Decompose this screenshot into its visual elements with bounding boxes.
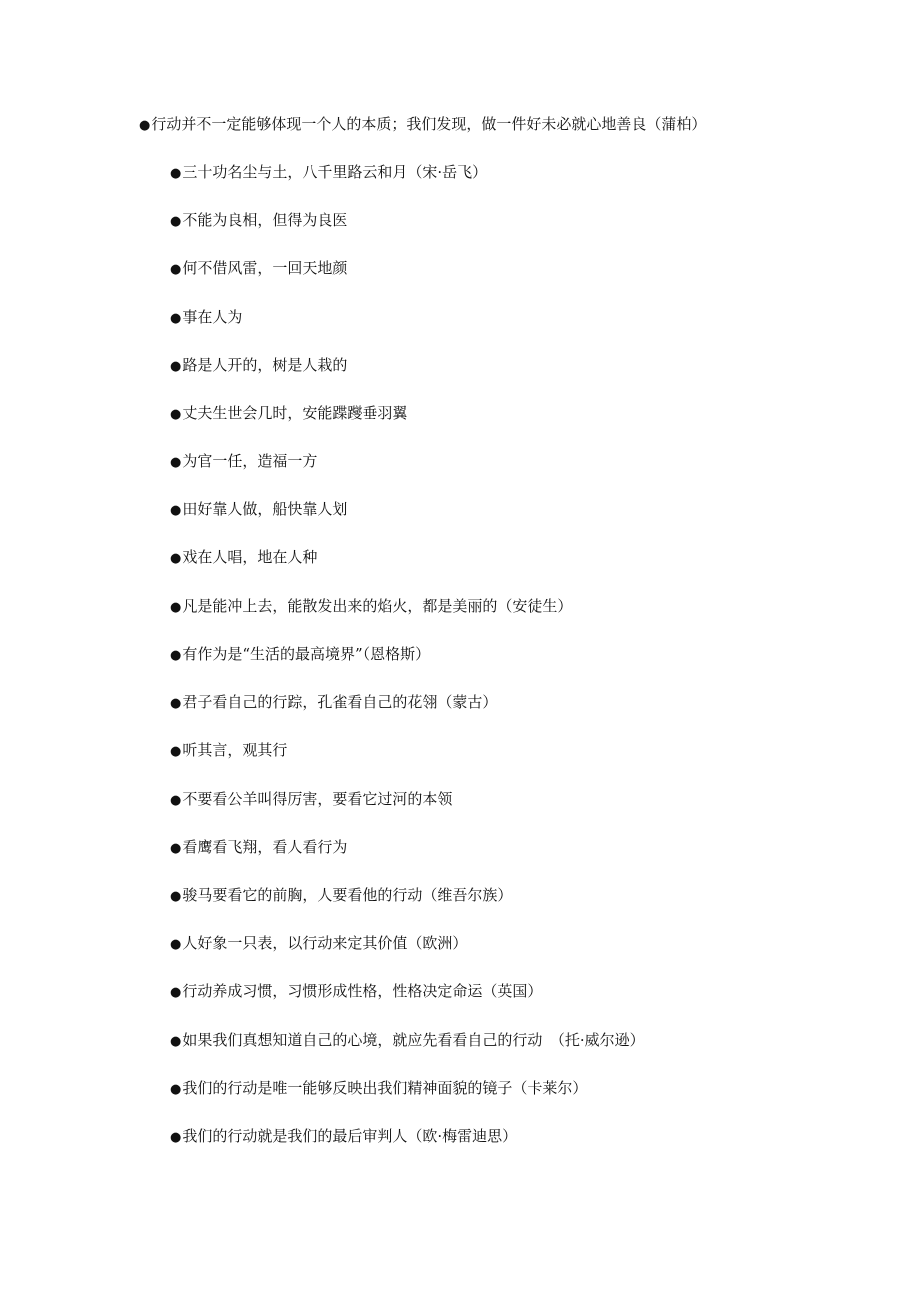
list-item: [170, 258, 347, 280]
list-item: [170, 740, 287, 762]
bullet-icon: ●: [170, 889, 182, 904]
bullet-icon: ●: [170, 744, 182, 759]
list-item: [170, 692, 497, 714]
list-item: [170, 451, 317, 473]
bullet-icon: ●: [170, 455, 182, 470]
quote-text: 凡是能冲上去，能散发出来的焰火，都是美丽的（安徒生）: [182, 597, 573, 615]
quote-text: 路是人开的，树是人栽的: [182, 356, 348, 374]
bullet-icon: ●: [170, 166, 182, 181]
list-item: [170, 547, 317, 569]
bullet-icon: ●: [170, 985, 182, 1000]
bullet-icon: ●: [170, 841, 182, 856]
list-item: [170, 933, 467, 955]
list-item: [170, 499, 347, 521]
bullet-icon: ●: [170, 311, 182, 326]
list-item: [170, 307, 242, 329]
bullet-icon: ●: [170, 937, 182, 952]
bullet-icon: ●: [170, 1082, 182, 1097]
list-item: [170, 789, 452, 811]
quote-text: 看鹰看飞翔，看人看行为: [182, 838, 348, 856]
quote-text: 何不借风雷，一回天地颜: [182, 259, 348, 277]
bullet-icon: ●: [170, 600, 182, 615]
bullet-icon: ●: [170, 793, 182, 808]
bullet-icon: ●: [170, 407, 182, 422]
bullet-icon: ●: [170, 696, 182, 711]
list-item: [170, 885, 512, 907]
quote-text: 行动养成习惯，习惯形成性格，性格决定命运（英国）: [182, 982, 543, 1000]
bullet-icon: ●: [170, 1130, 182, 1145]
list-item: [139, 114, 706, 136]
quote-text: 为官一任，造福一方: [182, 452, 318, 470]
quote-text: 不要看公羊叫得厉害，要看它过河的本领: [182, 790, 453, 808]
quote-text: 丈夫生世会几时，安能蹀躞垂羽翼: [182, 404, 408, 422]
quote-text: 戏在人唱，地在人种: [182, 548, 318, 566]
bullet-icon: ●: [170, 648, 182, 663]
quote-text: 有作为是“生活的最高境界”（恩格斯）: [182, 645, 431, 663]
list-item: [170, 403, 407, 425]
quote-text: 三十功名尘与土，八千里路云和月（宋·岳飞）: [182, 163, 488, 181]
bullet-icon: ●: [170, 503, 182, 518]
bullet-icon: ●: [170, 359, 182, 374]
list-item: [170, 210, 347, 232]
quote-text: 听其言，观其行: [182, 741, 288, 759]
bullet-icon: ●: [170, 214, 182, 229]
quote-text: 人好象一只表，以行动来定其价值（欧洲）: [182, 934, 468, 952]
list-item: [170, 162, 487, 184]
bullet-icon: ●: [170, 551, 182, 566]
quote-text: 我们的行动是唯一能够反映出我们精神面貌的镜子（卡莱尔）: [182, 1079, 588, 1097]
list-item: [170, 355, 347, 377]
quote-text: 不能为良相，但得为良医: [182, 211, 348, 229]
list-item: [170, 1030, 645, 1052]
bullet-icon: ●: [139, 118, 151, 133]
list-item: [170, 596, 572, 618]
quote-text: 事在人为: [182, 308, 243, 326]
quote-text: 君子看自己的行踪，孔雀看自己的花翎（蒙古）: [182, 693, 498, 711]
quote-text: 骏马要看它的前胸，人要看他的行动（维吾尔族）: [182, 886, 513, 904]
bullet-icon: ●: [170, 262, 182, 277]
quote-text: 行动并不一定能够体现一个人的本质；我们发现，做一件好未必就心地善良（蒲柏）: [151, 115, 707, 133]
list-item: [170, 837, 347, 859]
quote-text: 田好靠人做，船快靠人划: [182, 500, 348, 518]
list-item: [170, 1078, 587, 1100]
list-item: [170, 1126, 517, 1148]
list-item: [170, 644, 430, 666]
list-item: [170, 981, 542, 1003]
quote-text: 我们的行动就是我们的最后审判人（欧·梅雷迪思）: [182, 1127, 518, 1145]
quote-text: 如果我们真想知道自己的心境，就应先看看自己的行动 （托·威尔逊）: [182, 1031, 645, 1049]
bullet-icon: ●: [170, 1034, 182, 1049]
